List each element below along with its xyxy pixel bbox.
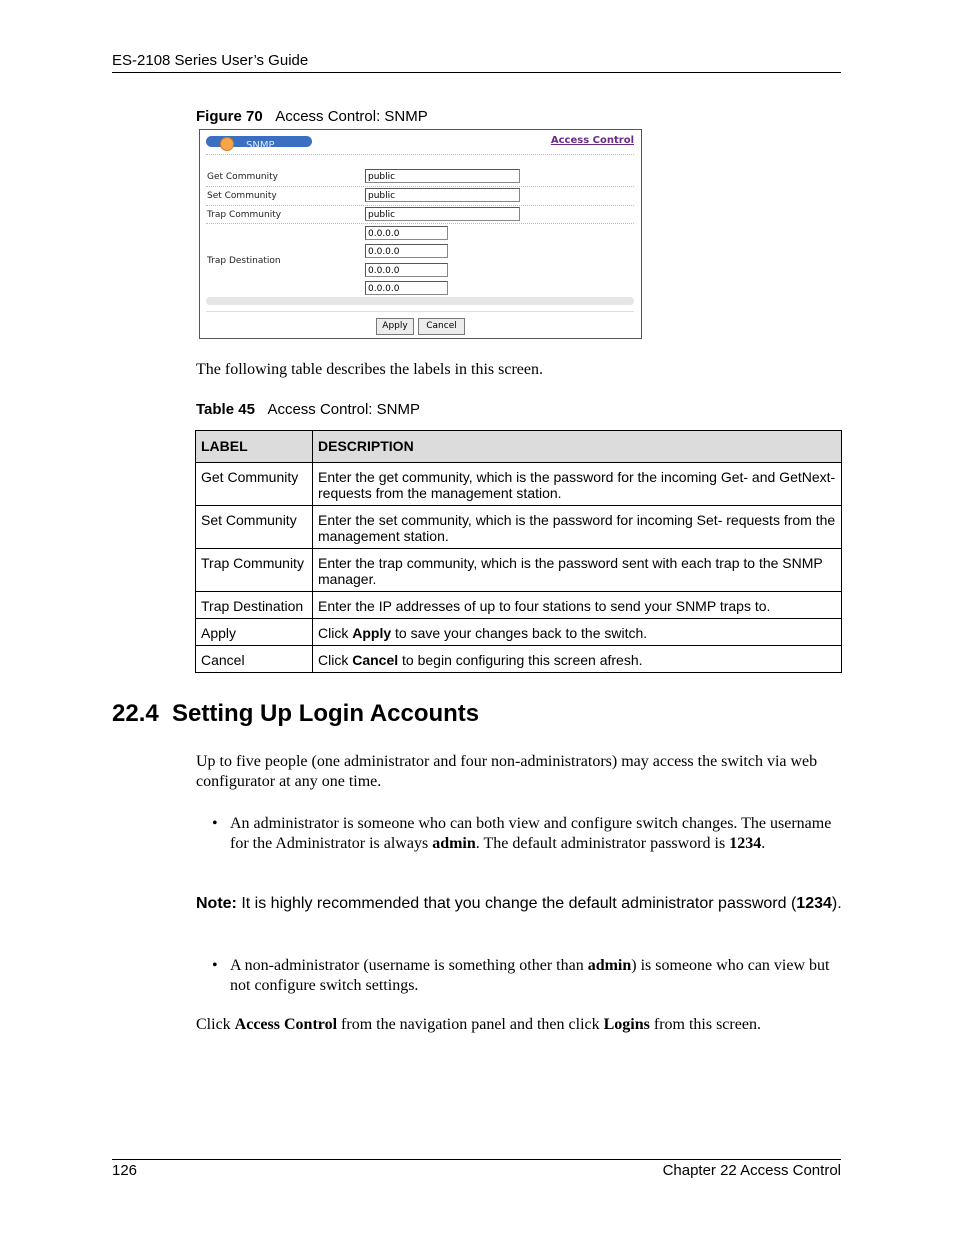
row-divider [206,205,634,206]
paragraph [196,1015,846,1035]
paragraph: Up to five people (one administrator and four non-administrators) may access the switch via web configurator at any one time. [196,753,818,790]
access-control-link[interactable]: Access Control [550,135,634,146]
note-label: Note: [196,895,237,912]
text: A non-administrator (username is something other than [230,957,588,974]
text: . The default administrator password is [475,835,730,852]
trap-destination-label: Trap Destination [207,256,281,266]
header-title: ES-2108 Series User’s Guide [112,52,309,69]
intro-text: The following table describes the labels in this screen. [196,361,544,378]
bold-text: 1234 [729,835,762,852]
row-label: Trap Destination [196,592,313,619]
table-row [196,619,842,646]
bold-text: admin [432,835,476,852]
text: An administrator is someone who can both view and configure switch changes. The username for the Administrator is always [230,815,832,852]
note-text: ). [831,895,842,912]
description-table [195,430,842,673]
header-description: DESCRIPTION [313,431,842,463]
get-community-label: Get Community [207,172,278,182]
desc-bold: Apply [352,625,392,641]
row-description: Enter the IP addresses of up to four stations to send your SNMP traps to. [313,592,842,619]
trap-destination-input-1[interactable]: 0.0.0.0 [365,226,448,240]
text: from the navigation panel and then click [337,1016,604,1033]
row-description [313,646,842,673]
desc-text: to save your changes back to the switch. [391,625,648,641]
trap-community-input[interactable]: public [365,207,520,221]
row-label: Cancel [196,646,313,673]
table-header-row [196,431,842,463]
snmp-screenshot [199,129,642,339]
trap-destination-input-2[interactable]: 0.0.0.0 [365,244,448,258]
panel-bottom-bar [206,297,634,305]
note-bold: 1234 [796,895,832,912]
text: Click [196,1016,235,1033]
get-community-input[interactable]: public [365,169,520,183]
cancel-button[interactable]: Cancel [418,318,465,335]
text: ) is someone who can view but not configure switch settings. [230,957,830,994]
bold-text: Access Control [234,1016,338,1033]
figure-number: Figure 70 [196,108,263,125]
table-row [196,592,842,619]
trap-destination-input-4[interactable]: 0.0.0.0 [365,281,448,295]
bullet-dot: • [212,815,218,832]
figure-caption [196,108,428,125]
note [196,894,846,914]
figure-title: Access Control: SNMP [275,108,428,125]
footer-rule [112,1159,841,1160]
bullet-text [230,956,850,996]
bold-text: Logins [603,1016,650,1033]
trap-community-label: Trap Community [207,210,282,220]
desc-text: Click [318,652,353,668]
row-label: Apply [196,619,313,646]
tab-orb-icon [220,137,234,151]
trap-destination-input-3[interactable]: 0.0.0.0 [365,263,448,277]
snmp-tab-label: SNMP [246,140,275,151]
row-description [313,619,842,646]
desc-bold: Cancel [352,652,399,668]
panel-bottom-line [206,311,634,312]
snmp-tab[interactable] [206,136,312,151]
footer-chapter: Chapter 22 Access Control [662,1162,841,1179]
bold-text: admin [587,957,632,974]
table-title: Access Control: SNMP [267,401,420,418]
row-divider [206,186,634,187]
desc-text: to begin configuring this screen afresh. [398,652,643,668]
desc-text: Click [318,625,353,641]
bullet-dot: • [212,957,218,974]
text: . [761,835,766,852]
set-community-input[interactable]: public [365,188,520,202]
table-row [196,506,842,549]
table-row [196,463,842,506]
row-description: Enter the get community, which is the password for the incoming Get- and GetNext- requests from the management station. [313,463,842,506]
row-divider [206,223,634,224]
row-divider [206,154,634,155]
set-community-label: Set Community [207,191,277,201]
apply-button[interactable]: Apply [376,318,414,335]
row-label: Trap Community [196,549,313,592]
row-description: Enter the trap community, which is the password sent with each trap to the SNMP manager. [313,549,842,592]
text: from this screen. [649,1016,761,1033]
table-row [196,646,842,673]
row-label: Get Community [196,463,313,506]
page-number: 126 [112,1162,138,1179]
section-heading: 22.4 Setting Up Login Accounts [112,700,480,727]
note-text: It is highly recommended that you change the default administrator password ( [236,895,797,912]
row-label: Set Community [196,506,313,549]
bullet-text [230,814,850,854]
row-description: Enter the set community, which is the password for incoming Set- requests from the management station. [313,506,842,549]
header-rule [112,72,841,73]
header-label: LABEL [196,431,313,463]
table-caption [196,401,420,418]
table-row [196,549,842,592]
table-number: Table 45 [196,401,255,418]
